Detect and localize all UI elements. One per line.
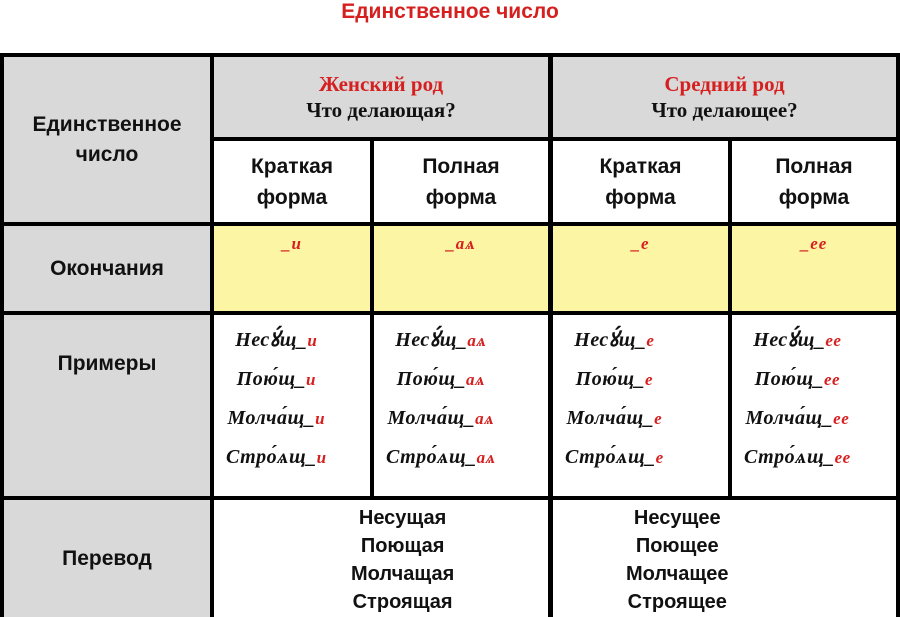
example-ending: аѧ — [475, 409, 495, 428]
form-header-neut-full — [732, 141, 896, 222]
ending-cell-neut-full — [732, 226, 896, 311]
example-ending: аѧ — [467, 331, 487, 350]
example-ending: ее — [833, 409, 850, 428]
form-header-line: форма — [425, 185, 497, 209]
feminine-question-label: Что делающая? — [306, 98, 456, 122]
example-stem: Несꙋ́щ_ — [574, 329, 647, 351]
example-ending: аѧ — [465, 370, 486, 389]
translation-list — [351, 504, 454, 616]
feminine-header-cell — [214, 57, 548, 137]
corner-label-line-1: Единственное — [32, 112, 182, 136]
participle-table — [0, 53, 900, 617]
ending-cell-fem-short — [214, 226, 370, 311]
example-word — [226, 399, 327, 438]
examples-list — [744, 321, 851, 477]
example-word — [744, 438, 851, 477]
endings-row-label-cell — [4, 226, 210, 311]
example-stem: Пою́щ_ — [396, 368, 466, 390]
example-stem: Стро́ѧщ_ — [226, 446, 317, 468]
form-header-line: Полная — [775, 154, 853, 178]
example-word — [744, 360, 851, 399]
ending-text: _е — [631, 234, 650, 253]
example-word — [565, 321, 664, 360]
corner-label-line-2: число — [75, 142, 139, 166]
example-word — [226, 438, 327, 477]
translation-word: Строящее — [627, 591, 727, 613]
examples-list — [386, 321, 496, 477]
ending-text: _аѧ — [446, 234, 476, 253]
ending-cell-neut-short — [553, 226, 728, 311]
example-word — [226, 321, 327, 360]
example-ending: и — [315, 409, 326, 428]
translation-word: Молчащая — [351, 563, 455, 585]
ending-text: _и — [282, 234, 302, 253]
translation-row-label-cell — [4, 500, 210, 617]
translation-word: Молчащее — [626, 563, 729, 585]
example-ending: ее — [825, 331, 842, 350]
example-ending: ее — [834, 448, 851, 467]
translation-word: Несущая — [358, 507, 447, 529]
translation-list — [626, 504, 728, 616]
examples-list — [565, 321, 664, 477]
example-ending: и — [316, 448, 327, 467]
example-word — [386, 321, 496, 360]
translation-cell-feminine — [214, 500, 548, 617]
example-word — [386, 399, 496, 438]
example-ending: е — [644, 370, 654, 389]
examples-cell-neut-full — [732, 315, 896, 496]
examples-row-label: Примеры — [57, 352, 157, 375]
neuter-header-cell — [553, 57, 896, 137]
example-stem: Пою́щ_ — [575, 368, 645, 390]
example-stem: Молча́щ_ — [387, 407, 476, 429]
example-stem: Несꙋ́щ_ — [395, 329, 468, 351]
translation-word: Поющая — [360, 535, 445, 557]
example-ending: ее — [823, 370, 841, 389]
form-header-fem-full — [374, 141, 548, 222]
ending-cell-fem-full — [374, 226, 548, 311]
example-word — [386, 360, 496, 399]
form-header-line: Полная — [422, 154, 500, 178]
page-title: Единственное число — [341, 0, 559, 23]
translation-cell-neuter — [553, 500, 896, 617]
endings-row-label: Окончания — [50, 256, 164, 280]
example-stem: Несꙋ́щ_ — [753, 329, 826, 351]
form-header-line: форма — [605, 185, 676, 209]
example-ending: и — [307, 331, 318, 350]
example-word — [565, 360, 664, 399]
example-stem: Молча́щ_ — [227, 407, 316, 429]
form-header-line: Краткая — [599, 154, 682, 178]
form-header-line: форма — [778, 185, 850, 209]
example-ending: е — [655, 448, 664, 467]
example-stem: Несꙋ́щ_ — [235, 329, 308, 351]
form-header-line: форма — [256, 185, 328, 209]
example-stem: Стро́ѧщ_ — [386, 446, 477, 468]
example-word — [744, 321, 851, 360]
example-stem: Стро́ѧщ_ — [744, 446, 835, 468]
form-header-line: Краткая — [250, 154, 334, 178]
example-word — [565, 399, 664, 438]
feminine-gender-label: Женский род — [318, 72, 444, 96]
translation-row-label: Перевод — [62, 546, 152, 570]
ending-text: _ее — [800, 234, 828, 253]
translation-word: Строящая — [352, 591, 453, 613]
example-ending: е — [654, 409, 663, 428]
example-word — [565, 438, 664, 477]
translation-word: Поющее — [635, 535, 719, 557]
example-word — [226, 360, 327, 399]
example-stem: Молча́щ_ — [566, 407, 655, 429]
translation-word: Несущее — [633, 507, 721, 529]
example-stem: Молча́щ_ — [745, 407, 834, 429]
example-ending: аѧ — [476, 448, 496, 467]
example-word — [744, 399, 851, 438]
examples-cell-fem-short — [214, 315, 370, 496]
neuter-question-label: Что делающее? — [651, 98, 798, 122]
form-header-fem-short — [214, 141, 370, 222]
corner-label-cell — [4, 57, 210, 222]
examples-row-label-cell — [4, 315, 210, 496]
form-header-neut-short — [553, 141, 728, 222]
neuter-gender-label: Средний род — [664, 72, 785, 96]
example-word — [386, 438, 496, 477]
example-stem: Пою́щ_ — [236, 368, 306, 390]
example-ending: е — [646, 331, 655, 350]
example-stem: Стро́ѧщ_ — [565, 446, 656, 468]
example-ending: и — [305, 370, 316, 389]
examples-cell-fem-full — [374, 315, 548, 496]
examples-list — [226, 321, 327, 477]
example-stem: Пою́щ_ — [754, 368, 824, 390]
examples-cell-neut-short — [553, 315, 728, 496]
